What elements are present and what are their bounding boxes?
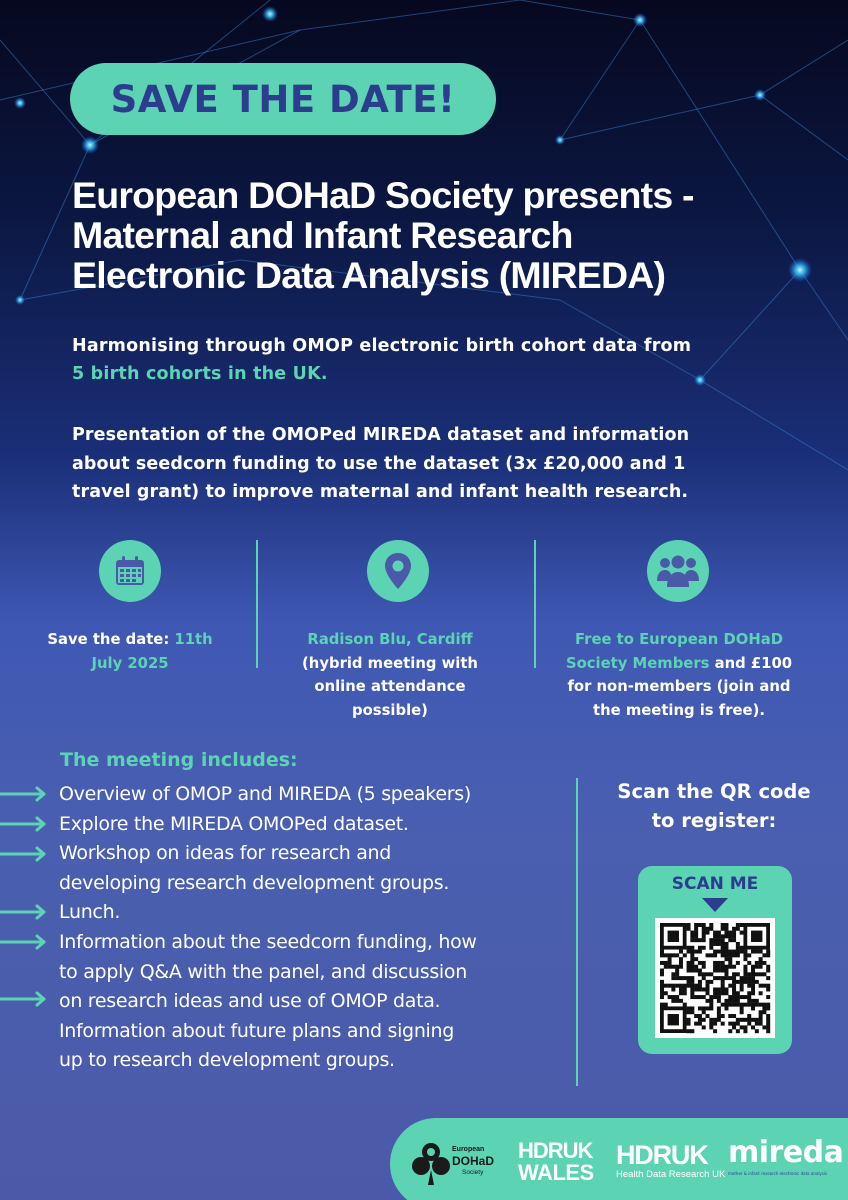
list-item: Explore the MIREDA OMOPed dataset. — [59, 812, 409, 835]
description-line: travel grant) to improve maternal and infant health research. — [72, 482, 689, 502]
date-value-cont: July 2025 — [91, 654, 169, 672]
description-line: about seedcorn funding to use the dataset (3x £20,000 and 1 — [72, 453, 686, 474]
register-line: Scan the QR code — [617, 780, 811, 803]
mireda-text: mireda — [728, 1135, 844, 1170]
venue-note: possible) — [352, 701, 428, 719]
save-the-date-banner — [70, 63, 496, 135]
list-item: to apply Q&A with the panel, and discussion — [59, 960, 467, 983]
subtitle-line: Harmonising through OMOP electronic birth cohort data from — [72, 336, 692, 356]
list-item: Information about future plans and signing — [59, 1019, 455, 1042]
save-the-date-label: SAVE THE DATE! — [110, 77, 456, 121]
list-item: Information about the seedcorn funding, how — [59, 930, 477, 953]
calendar-icon — [99, 540, 161, 602]
register-heading — [600, 777, 828, 835]
arrow-right-icon — [0, 818, 44, 830]
subtitle-highlight: 5 birth cohorts in the UK. — [72, 364, 328, 384]
dohad-logo-text: DOHaD — [452, 1154, 495, 1168]
hdruk-tagline: Health Data Research UK — [616, 1169, 726, 1180]
cost-highlight: Society Members — [565, 654, 710, 672]
group-icon — [647, 540, 709, 602]
scan-me-label: SCAN ME — [671, 874, 759, 894]
cost-highlight: Free to European DOHaD — [575, 631, 783, 648]
register-line: to register: — [651, 809, 777, 832]
location-pin-icon — [367, 540, 429, 602]
date-label: Save the date — [47, 631, 164, 648]
hdruk-text: HDRUK — [616, 1140, 708, 1170]
list-item: Lunch. — [59, 901, 121, 924]
list-item: Workshop on ideas for research and — [59, 842, 392, 865]
venue-block — [270, 628, 510, 722]
includes-heading: The meeting includes: — [60, 749, 298, 771]
arrow-icons — [0, 784, 50, 1014]
hdruk-logo — [616, 1142, 731, 1182]
arrow-right-icon — [0, 848, 44, 860]
list-item: up to research development groups. — [59, 1049, 395, 1072]
event-title — [72, 175, 812, 295]
arrow-right-icon — [0, 788, 44, 800]
column-divider — [256, 540, 258, 668]
hdruk-wales-logo — [518, 1140, 598, 1184]
event-subtitle — [72, 332, 812, 388]
description-line: Presentation of the OMOPed MIREDA dataset and information — [72, 425, 690, 445]
sponsor-logo-bar — [390, 1118, 848, 1200]
title-line: European DOHaD Society presents - — [72, 174, 694, 216]
cost-block — [548, 628, 810, 722]
list-item: Overview of OMOP and MIREDA (5 speakers) — [59, 783, 471, 805]
mireda-tagline: mother & infant research electronic data analysis — [728, 1171, 828, 1176]
register-divider — [576, 778, 578, 1086]
cost-text: and £100 — [709, 654, 793, 672]
list-item: on research ideas and use of OMOP data. — [59, 990, 441, 1013]
hdruk-wales-text: HDRUK — [518, 1138, 593, 1163]
event-description — [72, 421, 792, 507]
date-separator: : — [163, 631, 175, 648]
hdruk-wales-text: WALES — [518, 1160, 594, 1185]
arrow-right-icon — [0, 906, 44, 918]
qr-card[interactable] — [638, 866, 792, 1054]
includes-list — [59, 780, 569, 1076]
qr-code-icon — [655, 918, 775, 1038]
down-triangle-icon — [702, 898, 728, 912]
dohad-logo-text: Society — [462, 1169, 484, 1176]
list-item: developing research development groups. — [59, 871, 450, 894]
mireda-logo — [728, 1136, 848, 1178]
date-value: 11th — [174, 631, 213, 648]
arrow-right-icon — [0, 936, 44, 948]
venue-note: (hybrid meeting with — [302, 654, 478, 672]
date-block — [20, 628, 240, 675]
dohad-logo-text: European — [452, 1146, 485, 1153]
venue-name: Radison Blu, Cardiff — [307, 631, 473, 648]
title-line: Electronic Data Analysis (MIREDA) — [72, 254, 666, 296]
arrow-right-icon — [0, 993, 44, 1005]
cost-text: for non-members (join and — [567, 678, 791, 695]
title-line: Maternal and Infant Research — [72, 214, 573, 256]
dohad-logo — [412, 1132, 512, 1196]
venue-note: online attendance — [314, 678, 466, 695]
qr-code[interactable] — [655, 918, 775, 1038]
column-divider — [534, 540, 536, 668]
cost-text: the meeting is free). — [593, 701, 765, 719]
dohad-clover-icon — [412, 1140, 450, 1186]
